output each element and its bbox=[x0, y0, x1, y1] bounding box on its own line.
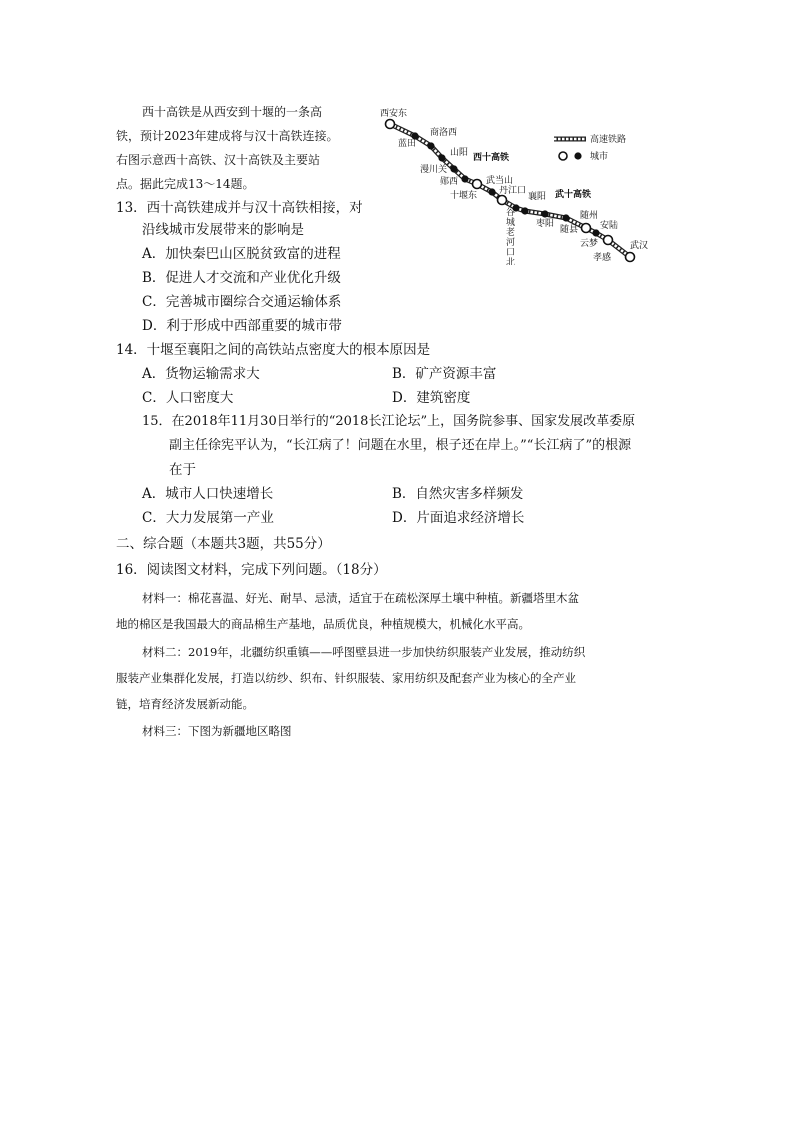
q13-stem-1: 13．西十高铁建成并与汉十高铁相接，对 bbox=[116, 200, 363, 216]
label-laohekou-2: 河 bbox=[506, 238, 516, 248]
q16-material-2-line-2: 服装产业集群化发展，打造以纺纱、织布、针织服装、家用纺织及配套产业为核心的全产业 bbox=[116, 671, 576, 685]
city-suizhou bbox=[582, 224, 591, 233]
intro-line-4: 点。据此完成13～14题。 bbox=[116, 177, 255, 191]
q14-option-b: B．矿产资源丰富 bbox=[392, 366, 497, 382]
q15-stem-3: 在于 bbox=[169, 462, 196, 478]
q14-option-c: C．人口密度大 bbox=[142, 390, 234, 406]
label-yunmeng: 云梦 bbox=[580, 239, 599, 249]
q15-option-b: B．自然灾害多样频发 bbox=[392, 486, 524, 502]
railway-map bbox=[368, 100, 658, 265]
q15-option-c: C．大力发展第一产业 bbox=[142, 510, 274, 526]
q13-stem-2: 沿线城市发展带来的影响是 bbox=[142, 222, 304, 238]
q13-option-a: A．加快秦巴山区脱贫致富的进程 bbox=[142, 246, 341, 262]
legend-railway-label: 高速铁路 bbox=[590, 135, 627, 145]
label-wuhan: 武汉 bbox=[630, 241, 649, 251]
q16-material-1-line-2: 地的棉区是我国最大的商品棉生产基地，品质优良，种植规模大，机械化水平高。 bbox=[116, 617, 530, 631]
city-xiaogan bbox=[604, 236, 613, 245]
q16-material-1-line-1: 材料一：棉花喜温、好光、耐旱、忌渍，适宜于在疏松深厚土壤中种植。新疆塔里木盆 bbox=[142, 591, 579, 605]
label-zaoyang: 枣阳 bbox=[536, 219, 555, 229]
station-manchuanguan bbox=[450, 165, 457, 172]
intro-line-3: 右图示意西十高铁、汉十高铁及主要站 bbox=[116, 153, 321, 167]
label-gucheng-1: 谷 bbox=[506, 208, 516, 218]
legend-city-label: 城市 bbox=[590, 152, 609, 162]
q16-material-2-line-1: 材料二：2019年，北疆纺织重镇——呼图壁县进一步加快纺织服装产业发展，推动纺织 bbox=[142, 645, 586, 659]
q16-material-3: 材料三：下图为新疆地区略图 bbox=[142, 724, 292, 738]
label-xiangyang: 襄阳 bbox=[528, 192, 547, 202]
city-shiyan-east bbox=[473, 180, 482, 189]
label-suixian: 随县 bbox=[560, 225, 579, 235]
q16-material-2-line-3: 链，培育经济发展新动能。 bbox=[116, 697, 254, 711]
label-manchuanguan: 漫川关 bbox=[420, 165, 448, 175]
city-wuhan bbox=[626, 253, 635, 262]
section-2-title: 二、综合题（本题共3题，共55分） bbox=[116, 536, 331, 552]
q13-option-c: C．完善城市圈综合交通运输体系 bbox=[142, 294, 342, 310]
legend-city-hollow-icon bbox=[559, 152, 567, 160]
label-laohekou-4: 北 bbox=[506, 258, 516, 265]
intro-line-1: 西十高铁是从西安到十堰的一条高 bbox=[142, 105, 323, 119]
label-wudangshan: 武当山 bbox=[486, 176, 514, 186]
station-suixian bbox=[562, 214, 569, 221]
q14-option-a: A．货物运输需求大 bbox=[142, 366, 260, 382]
q13-option-b: B．促进人才交流和产业优化升级 bbox=[142, 270, 341, 286]
label-hanshi-line: 武十高铁 bbox=[555, 190, 592, 200]
q14-option-d: D．建筑密度 bbox=[392, 390, 471, 406]
q15-option-a: A．城市人口快速增长 bbox=[142, 486, 274, 502]
q16-stem: 16．阅读图文材料，完成下列问题。（18分） bbox=[116, 562, 387, 578]
station-wudangshan bbox=[488, 188, 495, 195]
label-gucheng-2: 城 bbox=[506, 218, 516, 228]
label-xian-east: 西安东 bbox=[380, 109, 408, 119]
station-yunxi bbox=[461, 175, 468, 182]
intro-line-2: 铁，预计2023年建成将与汉十高铁连接。 bbox=[116, 129, 339, 143]
label-yunxi: 郧西 bbox=[440, 177, 459, 187]
legend-city-solid-icon bbox=[574, 152, 581, 159]
label-laohekou-3: 口 bbox=[506, 248, 516, 258]
label-lantian: 蓝田 bbox=[398, 139, 417, 149]
station-anlu bbox=[592, 229, 599, 236]
station-gucheng bbox=[521, 207, 528, 214]
label-shiyan-east: 十堰东 bbox=[450, 191, 478, 201]
label-danjiangkou: 丹江口 bbox=[499, 186, 527, 196]
station-shangluo-west bbox=[427, 142, 434, 149]
q14-stem: 14．十堰至襄阳之间的高铁站点密度大的根本原因是 bbox=[116, 342, 431, 358]
label-laohekou-1: 老 bbox=[506, 228, 516, 238]
label-suizhou: 随州 bbox=[580, 211, 599, 221]
q15-stem-2: 副主任徐宪平认为，“长江病了！问题在水里，根子还在岸上。”“长江病了”的根源 bbox=[169, 438, 632, 453]
city-xian-east bbox=[386, 120, 395, 129]
city-xiangyang bbox=[498, 196, 507, 205]
label-shanyang: 山阳 bbox=[450, 148, 469, 158]
q15-option-d: D．片面追求经济增长 bbox=[392, 510, 525, 526]
label-anlu: 安陆 bbox=[600, 221, 619, 231]
label-xishi-line: 西十高铁 bbox=[473, 153, 510, 163]
station-zaoyang bbox=[541, 210, 548, 217]
q13-option-d: D．利于形成中西部重要的城市带 bbox=[142, 318, 342, 334]
station-shanyang bbox=[438, 154, 445, 161]
label-shangluo-west: 商洛西 bbox=[430, 128, 458, 138]
label-xiaogan: 孝感 bbox=[593, 253, 612, 263]
q15-stem-1: 15．在2018年11月30日举行的“2018长江论坛”上，国务院参事、国家发展改革委原 bbox=[142, 414, 636, 429]
